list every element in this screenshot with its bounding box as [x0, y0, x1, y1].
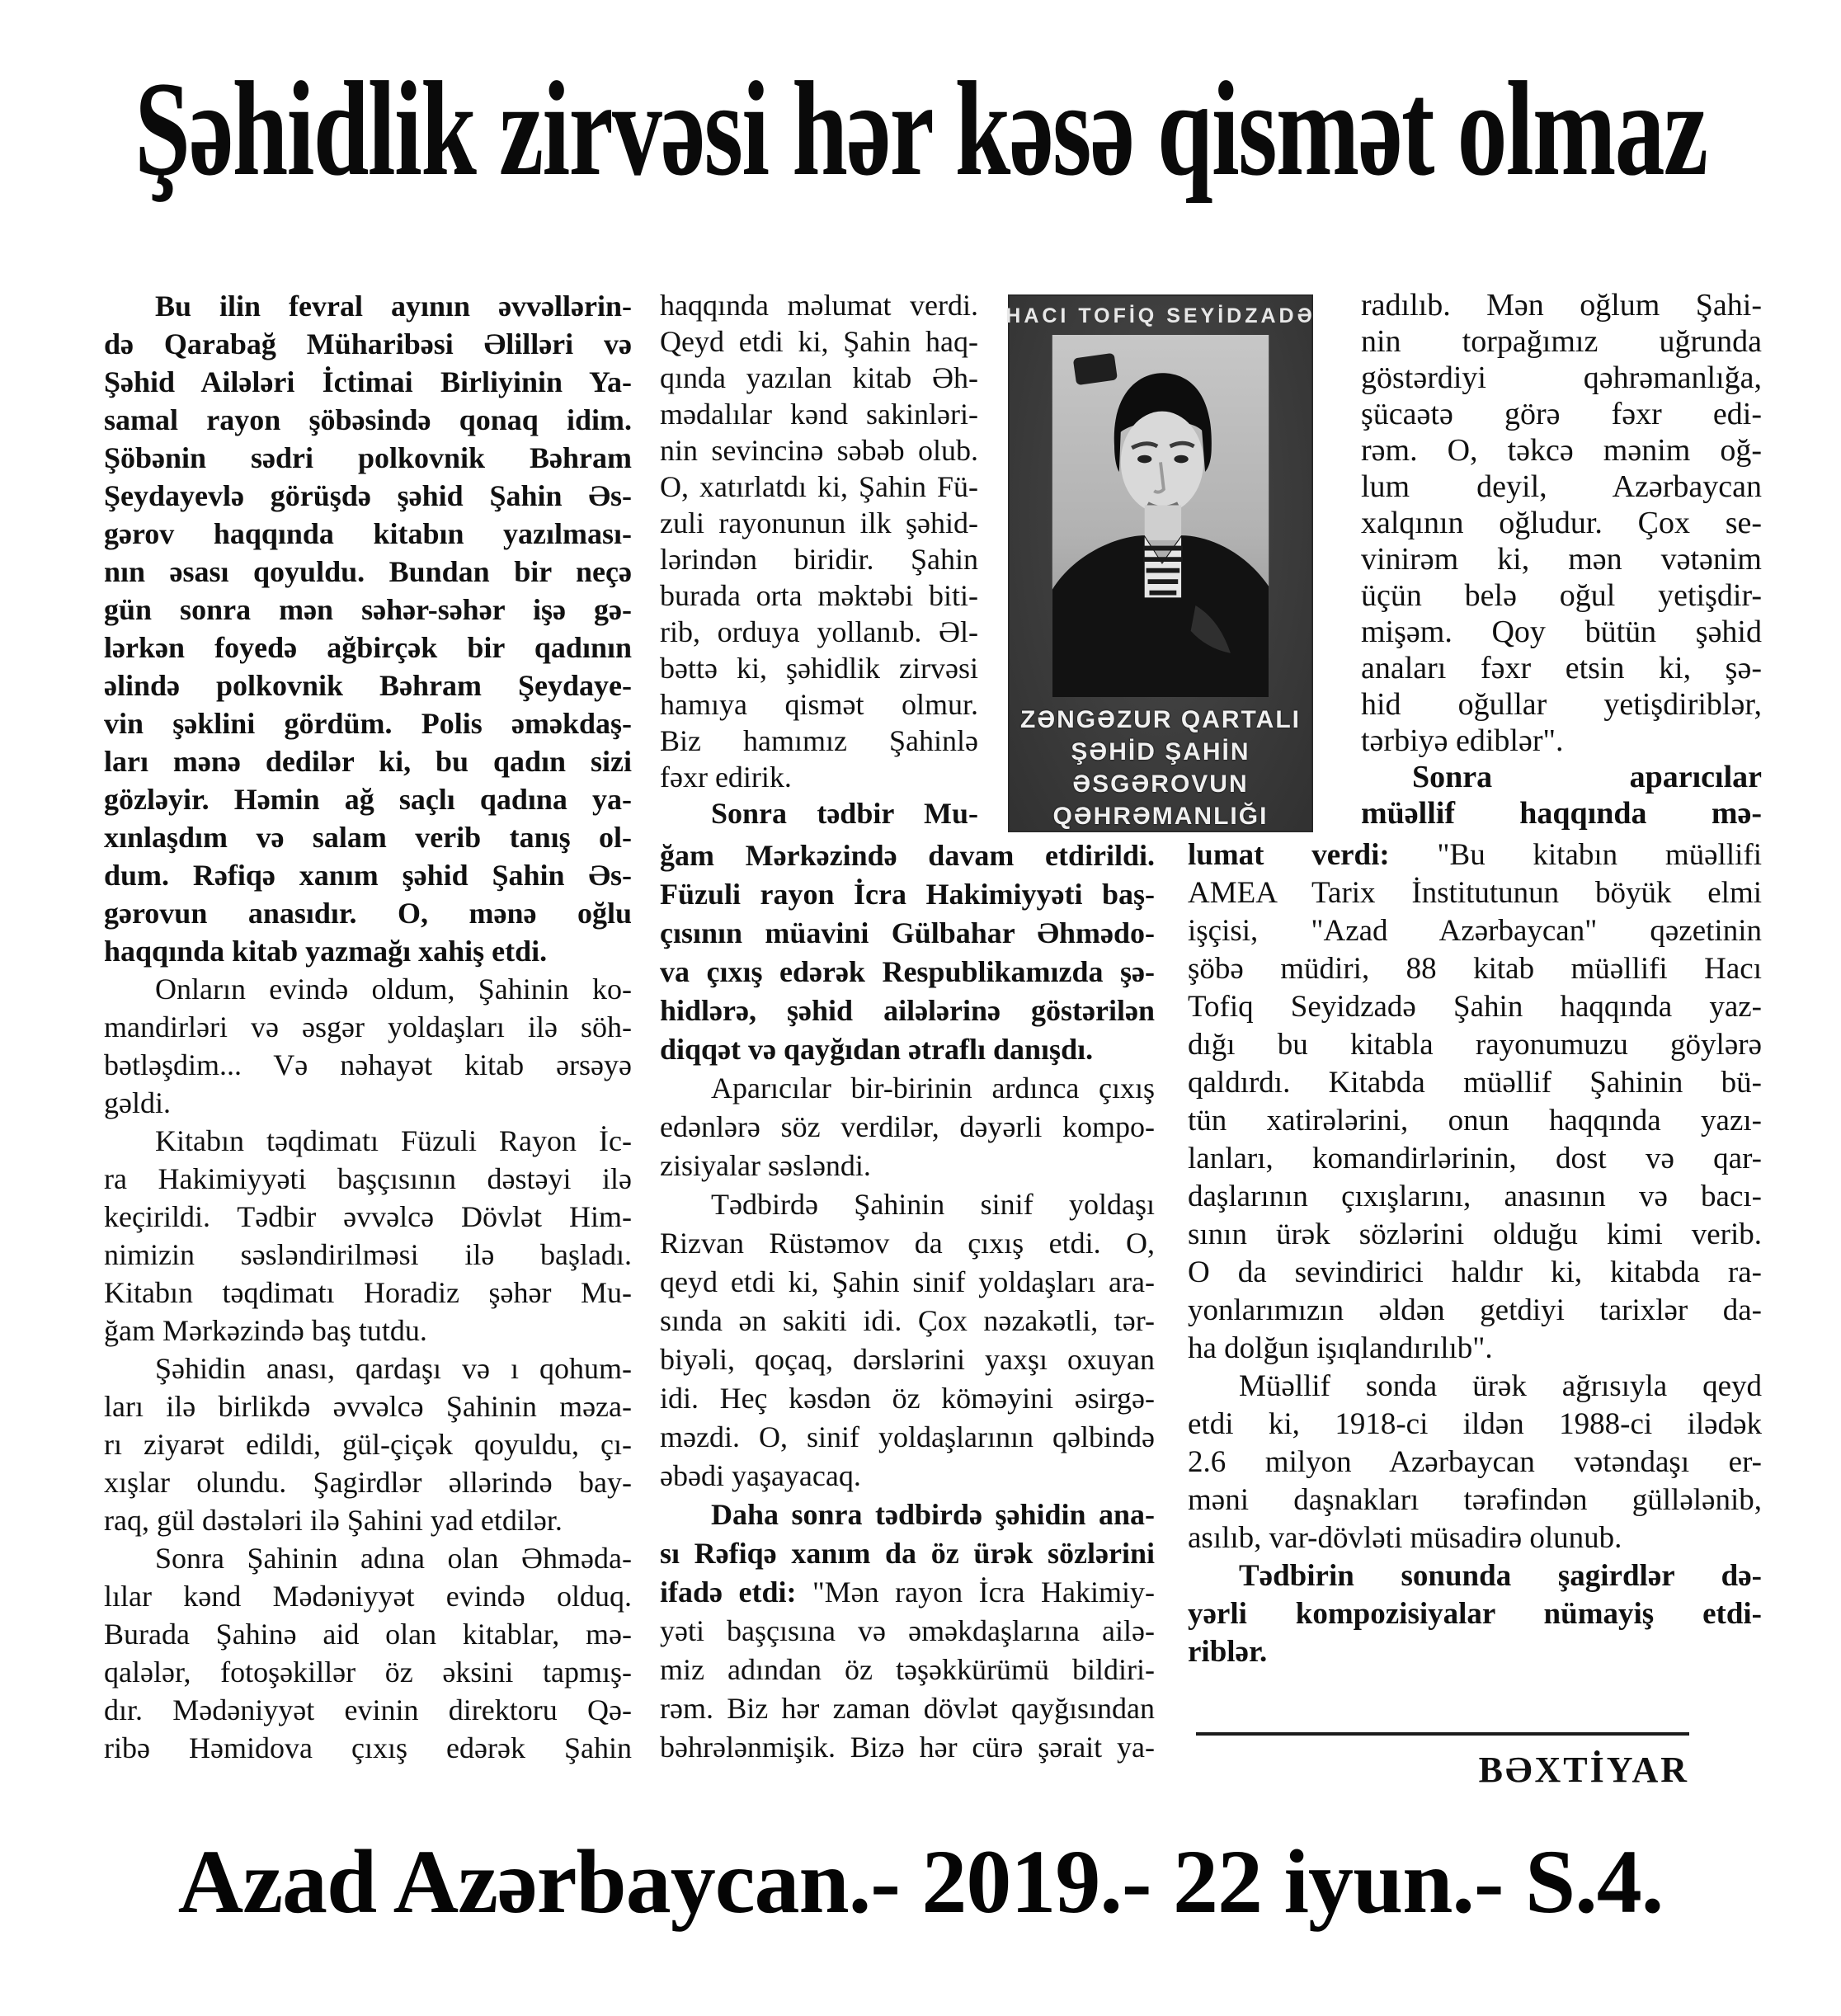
photo-caption-line-3: QƏHRƏMANLIĞI — [1052, 803, 1269, 830]
text-line: Tədbirdə Şahinin sinif yoldaşı — [711, 1188, 1155, 1221]
text-line: O, xatırlatdı ki, Şahin Fü- — [660, 470, 978, 503]
text-line: zisiyalar səsləndi. — [660, 1149, 871, 1182]
left-eye — [1137, 455, 1151, 464]
text-line: idi. Heç kəsdən öz köməyini əsirgə- — [660, 1382, 1155, 1415]
text-line: ları ilə birlikdə əvvəlcə Şahinin məza- — [104, 1390, 632, 1423]
text-line: lanları, komandirlərinin, dost və qar- — [1188, 1142, 1762, 1175]
text-line: haqqında məlumat verdi. — [660, 289, 978, 322]
text-line: daşlarının çıxışlarını, anasının və bacı- — [1188, 1180, 1762, 1213]
text-line: vin şəklini gördüm. Polis əməkdaş- — [104, 707, 632, 740]
text-line: şöbə müdiri, 88 kitab müəllifi Hacı — [1188, 952, 1762, 986]
text-line: Onların evində oldum, Şahinin ko- — [155, 973, 632, 1006]
martyr-portrait-photo — [1048, 335, 1273, 697]
text-line: anaları fəxr etsin ki, şə- — [1361, 651, 1762, 685]
text-line: Bu ilin fevral ayının əvvəllərin- — [155, 290, 632, 323]
text-line: fəxr edirik. — [660, 761, 792, 794]
text-line: gəldi. — [104, 1086, 171, 1119]
text-run: sı Rəfiqə xanım da öz ürək sözlərini — [660, 1537, 1155, 1570]
text-line: ribə Həmidova çıxış edərək Şahin — [104, 1731, 632, 1764]
text-line: nin torpağımız uğrunda — [1361, 324, 1762, 359]
text-line: hidlərə, şəhid ailələrinə göstərilən — [660, 994, 1155, 1027]
text-line: məni daşnakları tərəfindən güllələnib, — [1188, 1483, 1762, 1517]
text-run: "Bu kitabın müəllifi — [1437, 838, 1762, 872]
text-line: raq, gül dəstələri ilə Şahini yad etdilər. — [104, 1504, 563, 1537]
text-line: keçirildi. Tədbir əvvəlcə Dövlət Him- — [104, 1200, 632, 1233]
text-line: lərindən biridir. Şahin — [660, 543, 978, 576]
text-line: çısının müavini Gülbahar Əhmədo- — [660, 916, 1155, 949]
text-line: sının ürək sözlərini olduğu kimi verib. — [1188, 1218, 1762, 1251]
text-line: 2.6 milyon Azərbaycan vətəndaşı er- — [1188, 1445, 1762, 1479]
text-line: şücaətə görə fəxr edi- — [1361, 397, 1762, 431]
text-line: nin sevincinə səbəb olub. — [660, 434, 978, 467]
article-column-2-upper — [660, 287, 978, 831]
text-run: lumat verdi: — [1188, 838, 1438, 872]
text-line: asılıb, var-dövləti müsadirə olunub. — [1188, 1521, 1622, 1555]
text-line: Tofiq Seyidzadə Şahin haqqında yaz- — [1188, 990, 1762, 1024]
text-line: dır. Mədəniyyət evinin direktoru Qə- — [104, 1693, 632, 1726]
text-line: mandirləri və əsgər yoldaşları ilə söh- — [104, 1010, 632, 1043]
text-line — [660, 1534, 1155, 1573]
text-line: Sonra aparıcılar — [1412, 760, 1762, 794]
text-line: hid oğullar yetişdiriblər, — [1361, 687, 1762, 722]
text-line: bətləşdim... Və nəhayət kitab ərsəyə — [104, 1048, 632, 1081]
text-line: ları mənə dedilər ki, bu qadın sizi — [104, 745, 632, 778]
text-line: nimizin səsləndirilməsi ilə başladı. — [104, 1238, 632, 1271]
text-line: rəm. Biz hər zaman dövlət qayğısından — [660, 1692, 1155, 1725]
text-line: Qeyd etdi ki, Şahin haq- — [660, 325, 978, 358]
text-line: Sonra tədbir Mu- — [711, 797, 978, 830]
text-line: işçisi, "Azad Azərbaycan" qəzetinin — [1188, 914, 1762, 948]
text-line: Kitabın təqdimatı Horadiz şəhər Mu- — [104, 1276, 632, 1309]
text-line: yərli kompozisiyalar nümayiş etdi- — [1188, 1597, 1762, 1631]
text-line: bəttə ki, şəhidlik zirvəsi — [660, 652, 978, 685]
text-line: zuli rayonunun ilk şəhid- — [660, 506, 978, 539]
text-line: ha dolğun işıqlandırılıb". — [1188, 1331, 1493, 1365]
text-line: qında yazılan kitab Əh- — [660, 361, 978, 394]
neck-shape — [1145, 505, 1181, 539]
text-line: vinirəm ki, mən vətənim — [1361, 542, 1762, 577]
text-line: yonlarımızın əldən getdiyi tarixlər da- — [1188, 1293, 1762, 1327]
text-line: Rizvan Rüstəmov da çıxış etdi. O, — [660, 1227, 1155, 1260]
article-column-3-lower — [1188, 836, 1762, 1671]
text-run: ifadə etdi: — [660, 1576, 812, 1609]
text-line: etdi ki, 1918-ci ildən 1988-ci ilədək — [1188, 1407, 1762, 1441]
text-line: tün xatirələrini, onun haqqında yazı- — [1188, 1104, 1762, 1138]
right-eye — [1174, 455, 1188, 464]
text-line: diqqət və qayğıdan ətraflı danışdı. — [660, 1033, 1094, 1066]
text-line: gərov haqqında kitabın yazılması- — [104, 517, 632, 550]
text-line: ğam Mərkəzində baş tutdu. — [104, 1314, 427, 1347]
article-column-1 — [104, 287, 632, 1767]
text-line: tərbiyə ediblər". — [1361, 723, 1564, 758]
text-line: Şöbənin sədri polkovnik Bəhram — [104, 441, 632, 474]
author-signature: BƏXTİYAR — [1478, 1750, 1689, 1790]
photo-caption-line-1: ZƏNGƏZUR QARTALI — [1020, 706, 1301, 733]
text-line: dığı bu kitabla rayonumuzu göylərə — [1188, 1028, 1762, 1062]
text-line: va çıxış edərək Respublikamızda şə- — [660, 955, 1155, 988]
text-line: samal rayon şöbəsində qonaq idim. — [104, 403, 632, 436]
text-line: biyəli, qoçaq, dərslərini yaxşı oxuyan — [660, 1343, 1155, 1376]
text-line: AMEA Tarix İnstitutunun böyük elmi — [1188, 876, 1762, 910]
text-line: O da sevindirici haldır ki, kitabda ra- — [1188, 1255, 1762, 1289]
text-line: Füzuli rayon İcra Hakimiyyəti baş- — [660, 878, 1155, 911]
text-line: lərkən foyedə ağbirçək bir qadının — [104, 631, 632, 664]
text-line: Biz hamımız Şahinlə — [660, 724, 978, 757]
text-line: Müəllif sonda ürək ağrısıyla qeyd — [1239, 1369, 1762, 1403]
text-line: mədalılar kənd sakinləri- — [660, 398, 978, 431]
text-line: rəm. O, təkcə mənim oğ- — [1361, 433, 1762, 468]
text-line: gərovun anasıdır. O, mənə oğlu — [104, 897, 632, 930]
text-line: Şeydayevlə görüşdə şəhid Şahin Əs- — [104, 479, 632, 512]
headline-wrap — [0, 51, 1841, 204]
text-line: haqqında kitab yazmağı xahiş etdi. — [104, 935, 548, 968]
signature-divider — [1196, 1732, 1689, 1736]
text-line: Şəhidin anası, qardaşı və ı qohum- — [155, 1352, 632, 1385]
text-line: gün sonra mən səhər-səhər işə gə- — [104, 593, 632, 626]
text-line: Kitabın təqdimatı Füzuli Rayon İc- — [155, 1124, 632, 1157]
text-line: qalələr, fotoşəkillər öz əksini tapmış- — [104, 1656, 632, 1689]
text-line: dum. Rəfiqə xanım şəhid Şahin Əs- — [104, 859, 632, 892]
text-line: hamıya qismət olmur. — [660, 688, 978, 721]
text-line: xalqının oğludur. Çox se- — [1361, 506, 1762, 540]
text-line: məzdi. O, sinif yoldaşlarının qəlbində — [660, 1420, 1155, 1453]
text-line: Tədbirin sonunda şagirdlər də- — [1239, 1559, 1762, 1593]
text-line: miz adından öz təşəkkürümü bildiri- — [660, 1653, 1155, 1686]
text-line: müəllif haqqında mə- — [1361, 796, 1762, 831]
text-line: qaldırdı. Kitabda müəllif Şahinin bü- — [1188, 1066, 1762, 1100]
text-line: burada orta məktəbi biti- — [660, 579, 978, 612]
photo-emblem — [1073, 353, 1118, 385]
text-run: Daha sonra tədbirdə şəhidin ana- — [711, 1498, 1155, 1531]
text-line: də Qarabağ Müharibəsi Əlilləri və — [104, 327, 632, 360]
text-line: ğam Mərkəzində davam etdirildi. — [660, 839, 1155, 872]
text-line: əbədi yaşayacaq. — [660, 1459, 861, 1492]
text-line: mişəm. Qoy bütün şəhid — [1361, 615, 1762, 649]
text-line: qeyd etdi ki, Şahin sinif yoldaşları ara- — [660, 1265, 1155, 1298]
text-line: ra Hakimiyyəti başçısının dəstəyi ilə — [104, 1162, 632, 1195]
text-line — [660, 1573, 1155, 1612]
photo-caption-line-2: ŞƏHİD ŞAHİN ƏSGƏROVUN — [1071, 738, 1250, 798]
text-line: rı ziyarət edildi, gül-çiçək qoyuldu, çı- — [104, 1428, 632, 1461]
text-line: göstərdiyi qəhrəmanlığa, — [1361, 360, 1762, 395]
source-citation: Azad Azərbaycan.- 2019.- 22 iyun.- S.4. — [177, 1831, 1664, 1932]
text-line: gözləyir. Həmin ağ saçlı qadına ya- — [104, 783, 632, 816]
article-title: Şəhidlik zirvəsi hər kəsə qismət olmaz — [134, 54, 1707, 204]
text-line: xınlaşdım və salam verib tanış ol- — [104, 821, 632, 854]
text-line: Sonra Şahinin adına olan Əhməda- — [155, 1542, 632, 1575]
text-line: riblər. — [1188, 1635, 1268, 1669]
text-line: xışlar olundu. Şagirdlər əllərində bay- — [104, 1466, 632, 1499]
text-line: rib, orduya yollanıb. Əl- — [660, 615, 978, 648]
text-line: yəti başçısına və əməkdaşlarına ailə- — [660, 1614, 1155, 1647]
text-line: əlində polkovnik Bəhram Şeydaye- — [104, 669, 632, 702]
text-line: Aparıcılar bir-birinin ardınca çıxış — [711, 1072, 1155, 1105]
text-line — [660, 1496, 1155, 1534]
text-line — [1188, 836, 1762, 874]
text-line: radılıb. Mən oğlum Şahi- — [1361, 288, 1762, 323]
text-run: "Mən rayon İcra Hakimiy- — [812, 1576, 1156, 1609]
photo-author-label: HACI TOFİQ SEYİDZADƏ — [1005, 304, 1316, 327]
book-cover-photo-block — [1005, 294, 1316, 832]
text-line: lılar kənd Mədəniyyət evində olduq. — [104, 1580, 632, 1613]
article-column-3-upper — [1361, 287, 1762, 831]
text-line: sında ən sakiti idi. Çox nəzakətli, tər- — [660, 1304, 1155, 1337]
text-line: bəhrələnmişik. Bizə hər cürə şərait ya- — [660, 1731, 1155, 1764]
article-column-2-lower — [660, 836, 1155, 1767]
text-line: Şəhid Ailələri İctimai Birliyinin Ya- — [104, 365, 632, 398]
photo-caption — [1008, 704, 1313, 832]
text-line: lum deyil, Azərbaycan — [1361, 469, 1762, 504]
text-line: edənlərə söz verdilər, dəyərli kompo- — [660, 1110, 1155, 1143]
text-line: nın əsası qoyuldu. Bundan bir neçə — [104, 555, 632, 588]
text-line: üçün belə oğul yetişdir- — [1361, 578, 1762, 613]
text-line: Burada Şahinə aid olan kitablar, mə- — [104, 1618, 632, 1651]
